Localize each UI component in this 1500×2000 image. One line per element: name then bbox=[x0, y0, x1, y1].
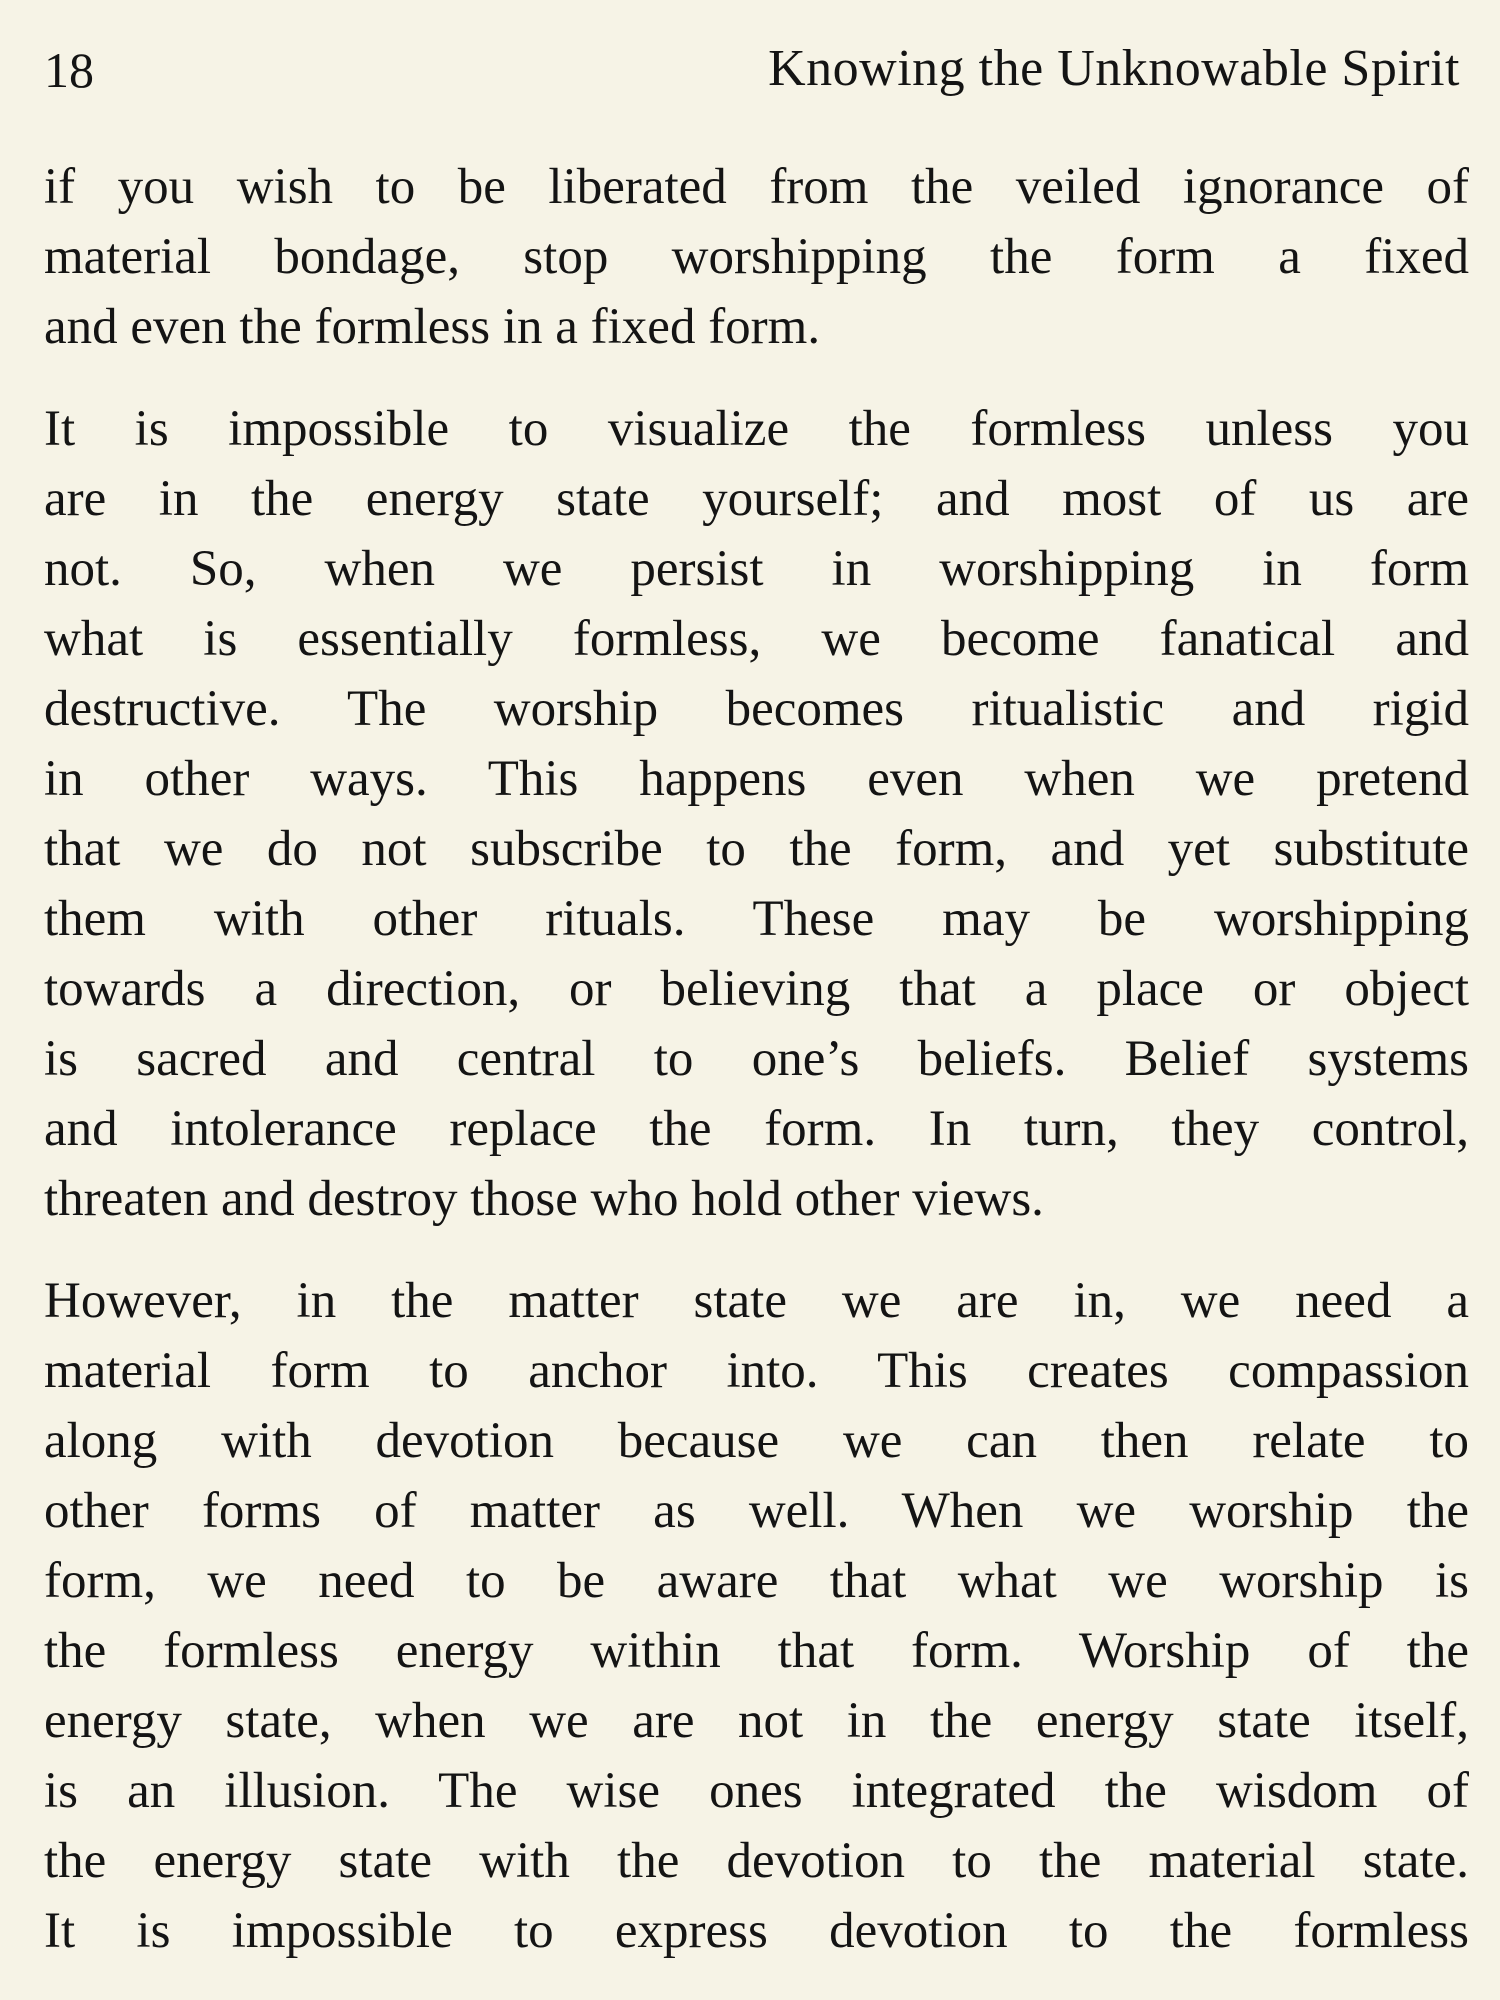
text-line: if you wish to be liberated from the veiled ignorance of bbox=[44, 159, 1469, 215]
text-line: energy state, when we are not in the energy state itself, bbox=[44, 1693, 1469, 1749]
text-line: destructive. The worship becomes ritualistic and rigid bbox=[44, 681, 1469, 737]
text-line: towards a direction, or believing that a place or object bbox=[44, 961, 1469, 1017]
paragraph-3 bbox=[44, 1266, 1469, 1966]
text-line: form, we need to be aware that what we worship is bbox=[44, 1553, 1469, 1609]
text-line: are in the energy state yourself; and most of us are bbox=[44, 471, 1469, 527]
text-line: what is essentially formless, we become fanatical and bbox=[44, 611, 1469, 667]
text-line: other forms of matter as well. When we worship the bbox=[44, 1483, 1469, 1539]
text-line: It is impossible to express devotion to the formless bbox=[44, 1903, 1469, 1959]
text-line: threaten and destroy those who hold other views. bbox=[44, 1171, 1044, 1227]
text-line: is an illusion. The wise ones integrated the wisdom of bbox=[44, 1763, 1469, 1819]
text-line: not. So, when we persist in worshipping in form bbox=[44, 541, 1469, 597]
text-line: the energy state with the devotion to the material state. bbox=[44, 1833, 1469, 1889]
text-line: is sacred and central to one’s beliefs. Belief systems bbox=[44, 1031, 1469, 1087]
text-line: It is impossible to visualize the formless unless you bbox=[44, 401, 1469, 457]
body-text bbox=[44, 152, 1469, 1998]
text-line: that we do not subscribe to the form, and yet substitute bbox=[44, 821, 1469, 877]
text-line: along with devotion because we can then relate to bbox=[44, 1413, 1469, 1469]
text-line: the formless energy within that form. Worship of the bbox=[44, 1623, 1469, 1679]
paragraph-2 bbox=[44, 394, 1469, 1234]
text-line: material form to anchor into. This creates compassion bbox=[44, 1343, 1469, 1399]
text-line: and even the formless in a fixed form. bbox=[44, 299, 821, 355]
paragraph-1 bbox=[44, 152, 1469, 362]
running-title: Knowing the Unknowable Spirit bbox=[768, 40, 1460, 97]
text-line: them with other rituals. These may be worshipping bbox=[44, 891, 1469, 947]
text-line: material bondage, stop worshipping the form a fixed bbox=[44, 229, 1469, 285]
page-number: 18 bbox=[44, 42, 94, 98]
text-line: in other ways. This happens even when we pretend bbox=[44, 751, 1469, 807]
text-line: and intolerance replace the form. In turn, they control, bbox=[44, 1101, 1469, 1157]
text-line: However, in the matter state we are in, we need a bbox=[44, 1273, 1469, 1329]
